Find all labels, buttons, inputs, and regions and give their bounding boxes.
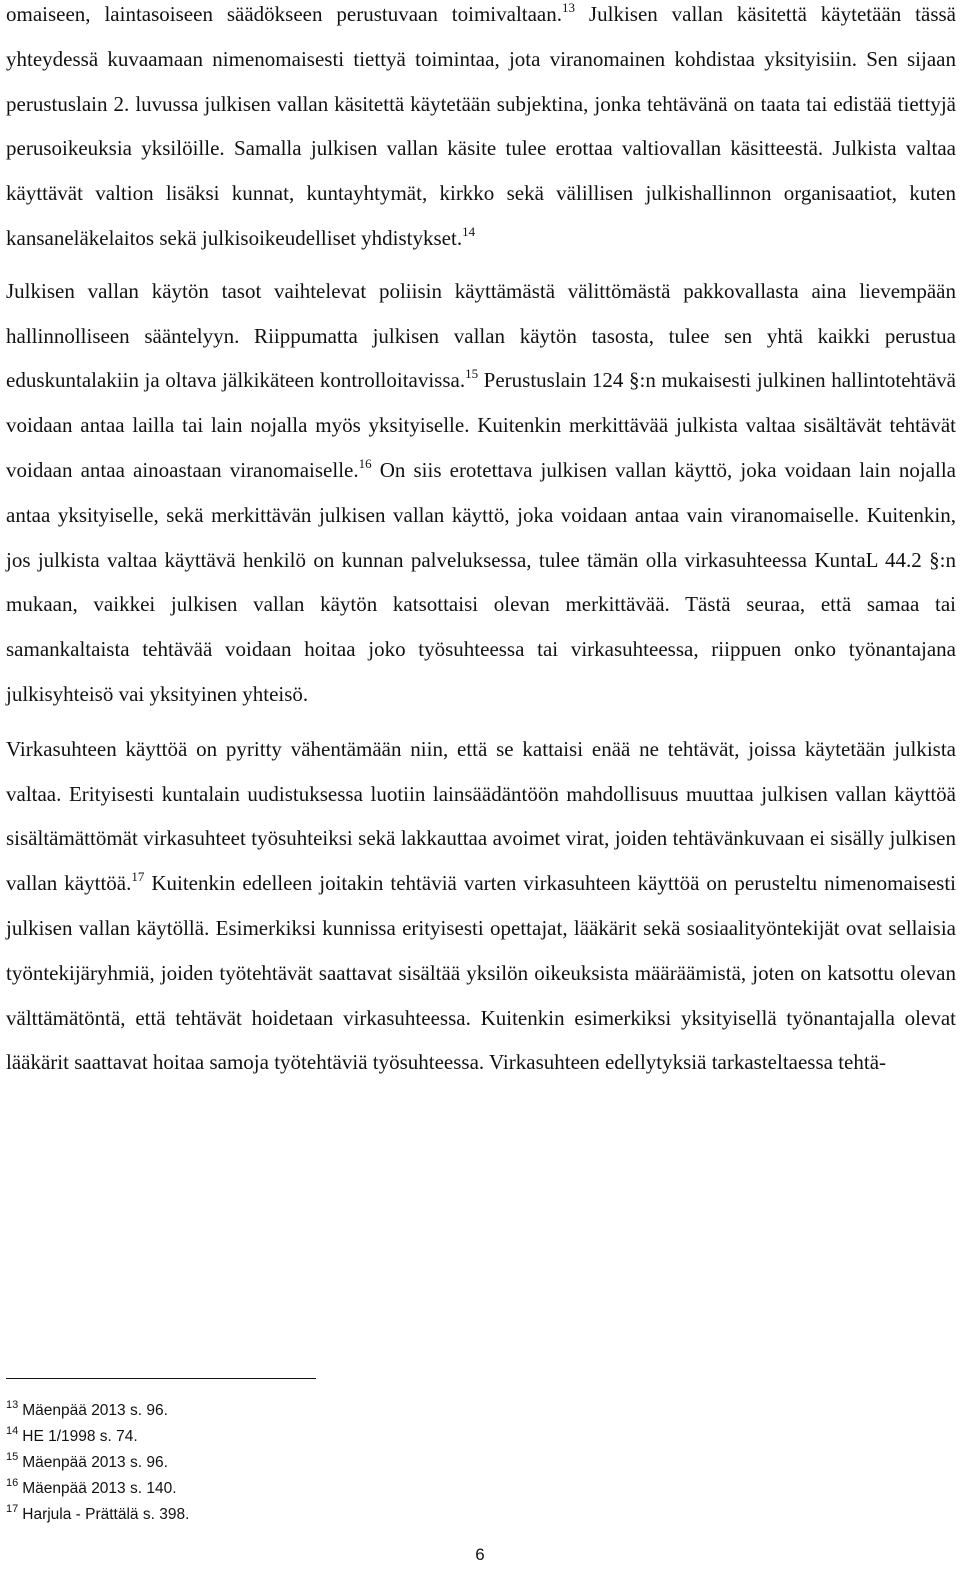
footnote-separator xyxy=(6,1378,316,1379)
page-number: 6 xyxy=(475,1545,485,1564)
text-run: Julkisen vallan käsitettä käytetään tässä yhteydessä kuvaamaan nimenomaisesti tiettyä toimintaa, jota viranomainen kohdistaa yksityisiin. Sen sijaan perustuslain 2. luvussa julkisen vallan käsitettä käytetään subjektina, jonka tehtävänä on taata tai edistää tiettyjä perusoikeuksia yksilöille. Samalla julkisen vallan käsite tulee erottaa valtiovallan käsitteestä. Julkista valtaa käyttävät valtion lisäksi kunnat, kuntayhtymät, kirkko sekä välillisen julkishallinnon organisaatiot, kuten kansaneläkelaitos sekä julkisoikeudelliset yhdistykset. xyxy=(6,2,956,250)
footnote-reference: 15 xyxy=(465,366,479,382)
footnote-number: 17 xyxy=(6,1503,19,1515)
footnote-number: 14 xyxy=(6,1425,19,1437)
footnote-number: 13 xyxy=(6,1399,19,1411)
paragraph xyxy=(6,727,956,1085)
text-run: omaiseen, laintasoiseen säädökseen perustuvaan toimivaltaan. xyxy=(6,2,563,26)
footnote-text: HE 1/1998 s. 74. xyxy=(22,1428,138,1445)
footnote xyxy=(6,1444,606,1470)
footnote-reference: 17 xyxy=(131,869,145,885)
text-run: Virkasuhteen käyttöä on pyritty vähentämään niin, että se kattaisi enää ne tehtävät, joissa käytetään julkista valtaa. Erityisesti kuntalain uudistuksessa luotiin lainsäädäntöön mahdollisuus muuttaa julkisen vallan käyttöä sisältämättömät virkasuhteet työsuhteiksi sekä lakkauttaa avoimet virat, joiden tehtävänkuvaan ei sisälly julkisen vallan käyttöä. xyxy=(6,736,956,896)
paragraph xyxy=(6,0,956,261)
text-run: On siis erotettava julkisen vallan käyttö, joka voidaan lain nojalla antaa yksityiselle, sekä merkittävän julkisen vallan käyttö, joka voidaan antaa vain viranomaiselle. Kuitenkin, jos julkista valtaa käyttävä henkilö on kunnan palveluksessa, tulee tämän olla virkasuhteessa KuntaL 44.2 §:n mukaan, vaikkei julkisen vallan käytön katsottaisi olevan merkittävää. Tästä seuraa, että samaa tai samankaltaista tehtävää voidaan hoitaa joko työsuhteessa tai virkasuhteessa, riippuen onko työnantajana julkisyhteisö vai yksityinen yhteisö. xyxy=(6,457,956,706)
footnote xyxy=(6,1470,606,1496)
footnotes xyxy=(6,1392,606,1522)
footnote-reference: 16 xyxy=(358,455,372,471)
document-page xyxy=(6,0,956,1085)
footnote xyxy=(6,1496,606,1522)
footnote-text: Mäenpää 2013 s. 96. xyxy=(22,1454,168,1471)
text-run: Kuitenkin edelleen joitakin tehtäviä varten virkasuhteen käyttöä on perusteltu nimenomaisesti julkisen vallan käytöllä. Esimerkiksi kunnissa erityisesti opettajat, lääkärit sekä sosiaalityöntekijät ovat sellaisia työntekijäryhmiä, joiden työtehtävät saattavat sisältää yksilön oikeuksista määräämistä, joten on katsottu olevan välttämätöntä, että tehtävät hoidetaan virkasuhteessa. Kuitenkin esimerkiksi yksityisellä työnantajalla olevat lääkärit saattavat hoitaa samoja työtehtäviä työsuhteessa. Virkasuhteen edellytyksiä tarkasteltaessa tehtä- xyxy=(6,871,956,1075)
footnote-text: Mäenpää 2013 s. 96. xyxy=(22,1402,168,1419)
footnote-reference: 14 xyxy=(462,223,476,239)
footnote-number: 16 xyxy=(6,1477,19,1489)
footnote-reference: 13 xyxy=(562,0,576,15)
footnote xyxy=(6,1392,606,1418)
text-run: Perustuslain 124 §:n mukaisesti julkinen hallintotehtävä voidaan antaa lailla tai lain nojalla myös yksityiselle. Kuitenkin merkittävää julkista valtaa sisältävät tehtävät voidaan antaa ainoastaan viranomaiselle. xyxy=(6,368,957,482)
footnote-text: Harjula - Prättälä s. 398. xyxy=(22,1506,190,1523)
footnote xyxy=(6,1418,606,1444)
footnote-number: 15 xyxy=(6,1451,19,1463)
paragraph xyxy=(6,269,956,717)
footnote-text: Mäenpää 2013 s. 140. xyxy=(22,1480,177,1497)
text-run: Julkisen vallan käytön tasot vaihtelevat poliisin käyttämästä välittömästä pakkovallasta aina lievempään hallinnolliseen sääntelyyn. Riippumatta julkisen vallan käytön tasosta, tulee sen yhtä kaikki perustua eduskuntalakiin ja oltava jälkikäteen kontrolloitavissa. xyxy=(6,278,956,393)
